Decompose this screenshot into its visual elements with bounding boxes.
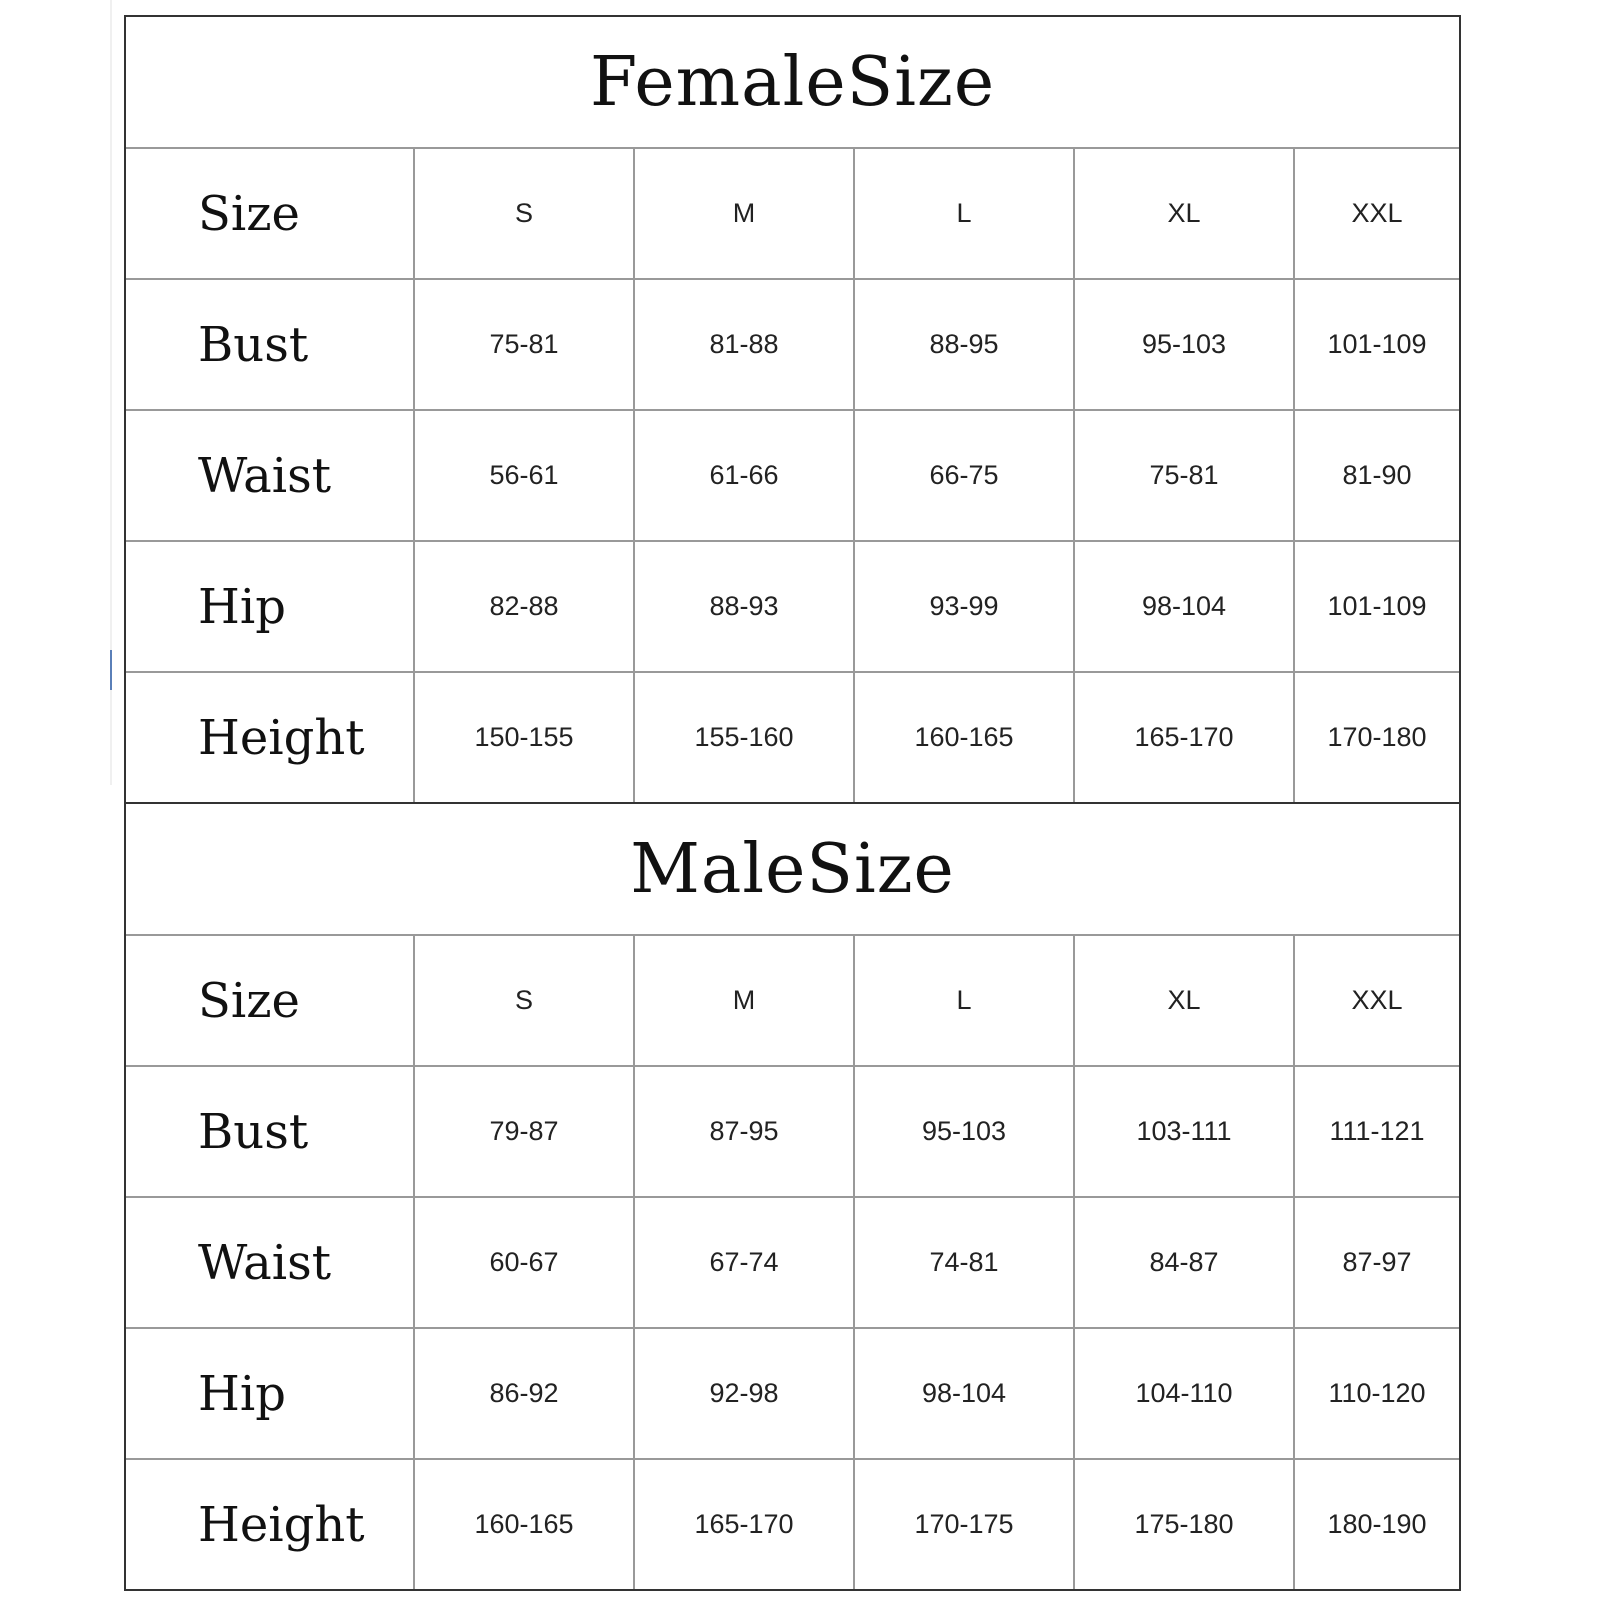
value-cell: 155-160 <box>635 673 855 802</box>
size-cell: M <box>635 936 855 1065</box>
value-cell: 79-87 <box>415 1067 635 1196</box>
value-cell: 160-165 <box>415 1460 635 1589</box>
value-cell: 75-81 <box>1075 411 1295 540</box>
value-cell: 110-120 <box>1328 1378 1426 1408</box>
row-label: Waist <box>126 1198 415 1327</box>
value-cell: 111-121 <box>1329 1116 1425 1146</box>
row-label: Size <box>126 936 415 1065</box>
female-size-chart <box>124 15 1461 802</box>
size-cell: XXL <box>1351 985 1403 1015</box>
male-size-title: MaleSize <box>630 829 955 909</box>
value-cell: 165-170 <box>1075 673 1295 802</box>
row-label: Height <box>126 673 415 802</box>
value-cell: 86-92 <box>415 1329 635 1458</box>
male-row-size <box>126 936 1459 1067</box>
size-cell: S <box>415 149 635 278</box>
male-row-bust <box>126 1067 1459 1198</box>
value-cell: 92-98 <box>635 1329 855 1458</box>
value-cell: 103-111 <box>1075 1067 1295 1196</box>
row-label: Bust <box>126 1067 415 1196</box>
value-cell: 170-175 <box>855 1460 1075 1589</box>
female-row-bust <box>126 280 1459 411</box>
value-cell: 87-95 <box>635 1067 855 1196</box>
male-row-hip <box>126 1329 1459 1460</box>
value-cell: 170-180 <box>1327 722 1427 752</box>
value-cell: 67-74 <box>635 1198 855 1327</box>
female-row-size <box>126 149 1459 280</box>
value-cell: 104-110 <box>1075 1329 1295 1458</box>
value-cell: 95-103 <box>855 1067 1075 1196</box>
row-label: Size <box>126 149 415 278</box>
value-cell: 175-180 <box>1075 1460 1295 1589</box>
value-cell: 98-104 <box>1075 542 1295 671</box>
value-cell: 81-90 <box>1342 460 1412 490</box>
value-cell: 88-93 <box>635 542 855 671</box>
row-label: Waist <box>126 411 415 540</box>
value-cell: 165-170 <box>635 1460 855 1589</box>
size-cell: L <box>855 149 1075 278</box>
value-cell: 60-67 <box>415 1198 635 1327</box>
size-cell: M <box>635 149 855 278</box>
value-cell: 75-81 <box>415 280 635 409</box>
value-cell: 160-165 <box>855 673 1075 802</box>
row-label: Hip <box>126 1329 415 1458</box>
size-cell: XL <box>1075 936 1295 1065</box>
male-title-row <box>126 804 1459 936</box>
value-cell: 101-109 <box>1327 591 1427 621</box>
female-row-hip <box>126 542 1459 673</box>
size-cell: XXL <box>1351 198 1403 228</box>
value-cell: 180-190 <box>1327 1509 1427 1539</box>
size-cell: XL <box>1075 149 1295 278</box>
female-size-title: FemaleSize <box>589 42 996 122</box>
value-cell: 88-95 <box>855 280 1075 409</box>
row-label: Height <box>126 1460 415 1589</box>
value-cell: 87-97 <box>1342 1247 1412 1277</box>
female-row-height <box>126 673 1459 802</box>
value-cell: 98-104 <box>855 1329 1075 1458</box>
female-title-row <box>126 17 1459 149</box>
size-cell: S <box>415 936 635 1065</box>
value-cell: 101-109 <box>1327 329 1427 359</box>
row-label: Bust <box>126 280 415 409</box>
male-row-waist <box>126 1198 1459 1329</box>
male-row-height <box>126 1460 1459 1589</box>
row-label: Hip <box>126 542 415 671</box>
value-cell: 95-103 <box>1075 280 1295 409</box>
value-cell: 81-88 <box>635 280 855 409</box>
value-cell: 82-88 <box>415 542 635 671</box>
male-size-chart <box>124 802 1461 1591</box>
size-cell: L <box>855 936 1075 1065</box>
value-cell: 150-155 <box>415 673 635 802</box>
value-cell: 61-66 <box>635 411 855 540</box>
value-cell: 84-87 <box>1075 1198 1295 1327</box>
value-cell: 66-75 <box>855 411 1075 540</box>
edge-marker <box>110 650 112 690</box>
value-cell: 93-99 <box>855 542 1075 671</box>
value-cell: 74-81 <box>855 1198 1075 1327</box>
female-row-waist <box>126 411 1459 542</box>
value-cell: 56-61 <box>415 411 635 540</box>
